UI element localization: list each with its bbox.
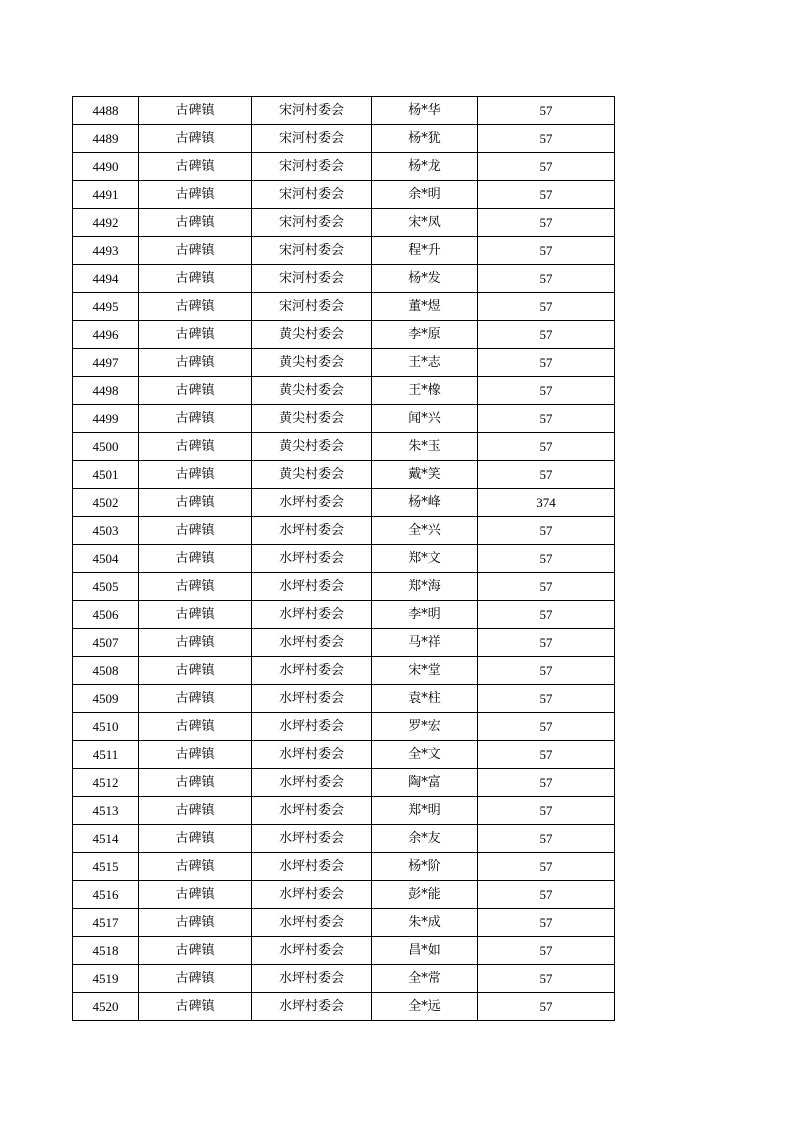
cell-village: 宋河村委会 — [252, 97, 372, 125]
cell-village: 水坪村委会 — [252, 685, 372, 713]
cell-name: 董*煜 — [372, 293, 478, 321]
cell-town: 古碑镇 — [139, 545, 252, 573]
cell-amount: 57 — [478, 573, 615, 601]
cell-village: 宋河村委会 — [252, 237, 372, 265]
table-row — [73, 713, 615, 741]
cell-amount: 57 — [478, 909, 615, 937]
cell-amount: 57 — [478, 601, 615, 629]
table-row — [73, 461, 615, 489]
cell-name: 朱*玉 — [372, 433, 478, 461]
cell-id: 4491 — [73, 181, 139, 209]
cell-village: 黄尖村委会 — [252, 405, 372, 433]
table-row — [73, 881, 615, 909]
cell-town: 古碑镇 — [139, 237, 252, 265]
cell-name: 王*橡 — [372, 377, 478, 405]
cell-id: 4497 — [73, 349, 139, 377]
cell-id: 4499 — [73, 405, 139, 433]
table-row — [73, 377, 615, 405]
cell-town: 古碑镇 — [139, 769, 252, 797]
cell-id: 4503 — [73, 517, 139, 545]
cell-village: 水坪村委会 — [252, 797, 372, 825]
cell-id: 4517 — [73, 909, 139, 937]
cell-town: 古碑镇 — [139, 293, 252, 321]
cell-town: 古碑镇 — [139, 517, 252, 545]
cell-amount: 57 — [478, 629, 615, 657]
table-row — [73, 993, 615, 1021]
cell-amount: 57 — [478, 993, 615, 1021]
table-row — [73, 349, 615, 377]
cell-name: 李*原 — [372, 321, 478, 349]
table-row — [73, 321, 615, 349]
table-row — [73, 965, 615, 993]
cell-amount: 57 — [478, 741, 615, 769]
cell-village: 水坪村委会 — [252, 769, 372, 797]
cell-town: 古碑镇 — [139, 97, 252, 125]
cell-name: 朱*成 — [372, 909, 478, 937]
cell-village: 黄尖村委会 — [252, 321, 372, 349]
cell-town: 古碑镇 — [139, 209, 252, 237]
table-row — [73, 685, 615, 713]
cell-town: 古碑镇 — [139, 965, 252, 993]
cell-village: 水坪村委会 — [252, 545, 372, 573]
cell-village: 水坪村委会 — [252, 881, 372, 909]
cell-id: 4511 — [73, 741, 139, 769]
cell-name: 全*远 — [372, 993, 478, 1021]
cell-village: 宋河村委会 — [252, 181, 372, 209]
table-row — [73, 489, 615, 517]
cell-id: 4500 — [73, 433, 139, 461]
cell-town: 古碑镇 — [139, 349, 252, 377]
cell-town: 古碑镇 — [139, 993, 252, 1021]
cell-village: 水坪村委会 — [252, 517, 372, 545]
cell-town: 古碑镇 — [139, 125, 252, 153]
cell-village: 水坪村委会 — [252, 601, 372, 629]
cell-name: 宋*凤 — [372, 209, 478, 237]
cell-amount: 57 — [478, 321, 615, 349]
cell-id: 4514 — [73, 825, 139, 853]
cell-town: 古碑镇 — [139, 657, 252, 685]
table-row — [73, 517, 615, 545]
cell-village: 黄尖村委会 — [252, 433, 372, 461]
cell-village: 水坪村委会 — [252, 965, 372, 993]
table-row — [73, 433, 615, 461]
table-row — [73, 125, 615, 153]
cell-name: 郑*明 — [372, 797, 478, 825]
cell-name: 杨*发 — [372, 265, 478, 293]
table-row — [73, 153, 615, 181]
cell-name: 余*明 — [372, 181, 478, 209]
table-row — [73, 825, 615, 853]
cell-amount: 57 — [478, 153, 615, 181]
cell-id: 4488 — [73, 97, 139, 125]
cell-name: 郑*文 — [372, 545, 478, 573]
table-row — [73, 741, 615, 769]
cell-town: 古碑镇 — [139, 909, 252, 937]
cell-town: 古碑镇 — [139, 489, 252, 517]
cell-town: 古碑镇 — [139, 405, 252, 433]
cell-town: 古碑镇 — [139, 825, 252, 853]
cell-village: 宋河村委会 — [252, 265, 372, 293]
cell-id: 4520 — [73, 993, 139, 1021]
cell-id: 4519 — [73, 965, 139, 993]
cell-id: 4518 — [73, 937, 139, 965]
cell-name: 郑*海 — [372, 573, 478, 601]
cell-id: 4516 — [73, 881, 139, 909]
cell-town: 古碑镇 — [139, 181, 252, 209]
cell-amount: 57 — [478, 853, 615, 881]
cell-name: 全*文 — [372, 741, 478, 769]
table-row — [73, 405, 615, 433]
cell-id: 4506 — [73, 601, 139, 629]
cell-village: 水坪村委会 — [252, 993, 372, 1021]
cell-amount: 57 — [478, 181, 615, 209]
cell-name: 戴*笑 — [372, 461, 478, 489]
cell-amount: 57 — [478, 209, 615, 237]
cell-village: 水坪村委会 — [252, 741, 372, 769]
cell-amount: 57 — [478, 97, 615, 125]
cell-name: 杨*峰 — [372, 489, 478, 517]
cell-town: 古碑镇 — [139, 461, 252, 489]
table-row — [73, 97, 615, 125]
cell-name: 昌*如 — [372, 937, 478, 965]
cell-name: 李*明 — [372, 601, 478, 629]
cell-id: 4494 — [73, 265, 139, 293]
table-row — [73, 573, 615, 601]
cell-id: 4513 — [73, 797, 139, 825]
table-row — [73, 853, 615, 881]
cell-name: 罗*宏 — [372, 713, 478, 741]
cell-amount: 57 — [478, 713, 615, 741]
cell-village: 水坪村委会 — [252, 713, 372, 741]
cell-amount: 57 — [478, 825, 615, 853]
cell-id: 4492 — [73, 209, 139, 237]
cell-village: 宋河村委会 — [252, 293, 372, 321]
cell-amount: 57 — [478, 545, 615, 573]
cell-name: 杨*龙 — [372, 153, 478, 181]
cell-amount: 57 — [478, 517, 615, 545]
table-row — [73, 293, 615, 321]
cell-name: 彭*能 — [372, 881, 478, 909]
cell-amount: 57 — [478, 797, 615, 825]
cell-town: 古碑镇 — [139, 741, 252, 769]
cell-id: 4510 — [73, 713, 139, 741]
cell-id: 4489 — [73, 125, 139, 153]
cell-amount: 57 — [478, 937, 615, 965]
cell-amount: 57 — [478, 237, 615, 265]
cell-town: 古碑镇 — [139, 937, 252, 965]
cell-village: 宋河村委会 — [252, 125, 372, 153]
cell-id: 4495 — [73, 293, 139, 321]
roster-table — [72, 96, 615, 1021]
cell-id: 4512 — [73, 769, 139, 797]
cell-id: 4493 — [73, 237, 139, 265]
cell-village: 水坪村委会 — [252, 853, 372, 881]
cell-town: 古碑镇 — [139, 685, 252, 713]
cell-amount: 57 — [478, 265, 615, 293]
cell-amount: 57 — [478, 769, 615, 797]
cell-village: 水坪村委会 — [252, 937, 372, 965]
cell-name: 杨*华 — [372, 97, 478, 125]
cell-name: 马*祥 — [372, 629, 478, 657]
cell-amount: 57 — [478, 377, 615, 405]
cell-amount: 374 — [478, 489, 615, 517]
cell-amount: 57 — [478, 881, 615, 909]
cell-name: 全*常 — [372, 965, 478, 993]
cell-id: 4496 — [73, 321, 139, 349]
cell-town: 古碑镇 — [139, 377, 252, 405]
cell-town: 古碑镇 — [139, 629, 252, 657]
cell-village: 宋河村委会 — [252, 209, 372, 237]
cell-id: 4508 — [73, 657, 139, 685]
cell-town: 古碑镇 — [139, 433, 252, 461]
cell-name: 程*升 — [372, 237, 478, 265]
table-row — [73, 545, 615, 573]
cell-id: 4515 — [73, 853, 139, 881]
cell-name: 余*友 — [372, 825, 478, 853]
cell-village: 水坪村委会 — [252, 629, 372, 657]
cell-town: 古碑镇 — [139, 573, 252, 601]
cell-name: 全*兴 — [372, 517, 478, 545]
table-row — [73, 265, 615, 293]
table-row — [73, 909, 615, 937]
cell-village: 黄尖村委会 — [252, 377, 372, 405]
cell-id: 4505 — [73, 573, 139, 601]
cell-amount: 57 — [478, 657, 615, 685]
cell-town: 古碑镇 — [139, 601, 252, 629]
cell-amount: 57 — [478, 965, 615, 993]
cell-id: 4498 — [73, 377, 139, 405]
cell-id: 4507 — [73, 629, 139, 657]
cell-town: 古碑镇 — [139, 321, 252, 349]
cell-amount: 57 — [478, 125, 615, 153]
table-row — [73, 769, 615, 797]
cell-name: 陶*富 — [372, 769, 478, 797]
cell-village: 水坪村委会 — [252, 825, 372, 853]
table-row — [73, 237, 615, 265]
table-row — [73, 797, 615, 825]
cell-id: 4501 — [73, 461, 139, 489]
cell-amount: 57 — [478, 405, 615, 433]
cell-id: 4504 — [73, 545, 139, 573]
cell-name: 宋*堂 — [372, 657, 478, 685]
roster-table-body — [73, 97, 615, 1021]
table-row — [73, 209, 615, 237]
cell-village: 水坪村委会 — [252, 657, 372, 685]
cell-village: 水坪村委会 — [252, 573, 372, 601]
cell-amount: 57 — [478, 293, 615, 321]
cell-amount: 57 — [478, 433, 615, 461]
table-row — [73, 181, 615, 209]
cell-name: 杨*阶 — [372, 853, 478, 881]
table-row — [73, 601, 615, 629]
cell-village: 黄尖村委会 — [252, 461, 372, 489]
cell-village: 黄尖村委会 — [252, 349, 372, 377]
table-row — [73, 657, 615, 685]
cell-town: 古碑镇 — [139, 265, 252, 293]
cell-name: 王*志 — [372, 349, 478, 377]
table-row — [73, 629, 615, 657]
cell-village: 水坪村委会 — [252, 489, 372, 517]
cell-id: 4502 — [73, 489, 139, 517]
cell-town: 古碑镇 — [139, 853, 252, 881]
cell-amount: 57 — [478, 461, 615, 489]
cell-town: 古碑镇 — [139, 153, 252, 181]
cell-amount: 57 — [478, 349, 615, 377]
cell-id: 4490 — [73, 153, 139, 181]
cell-name: 杨*犹 — [372, 125, 478, 153]
cell-name: 袁*柱 — [372, 685, 478, 713]
table-row — [73, 937, 615, 965]
cell-amount: 57 — [478, 685, 615, 713]
cell-town: 古碑镇 — [139, 797, 252, 825]
cell-town: 古碑镇 — [139, 881, 252, 909]
cell-id: 4509 — [73, 685, 139, 713]
cell-village: 水坪村委会 — [252, 909, 372, 937]
cell-town: 古碑镇 — [139, 713, 252, 741]
cell-name: 闻*兴 — [372, 405, 478, 433]
cell-village: 宋河村委会 — [252, 153, 372, 181]
